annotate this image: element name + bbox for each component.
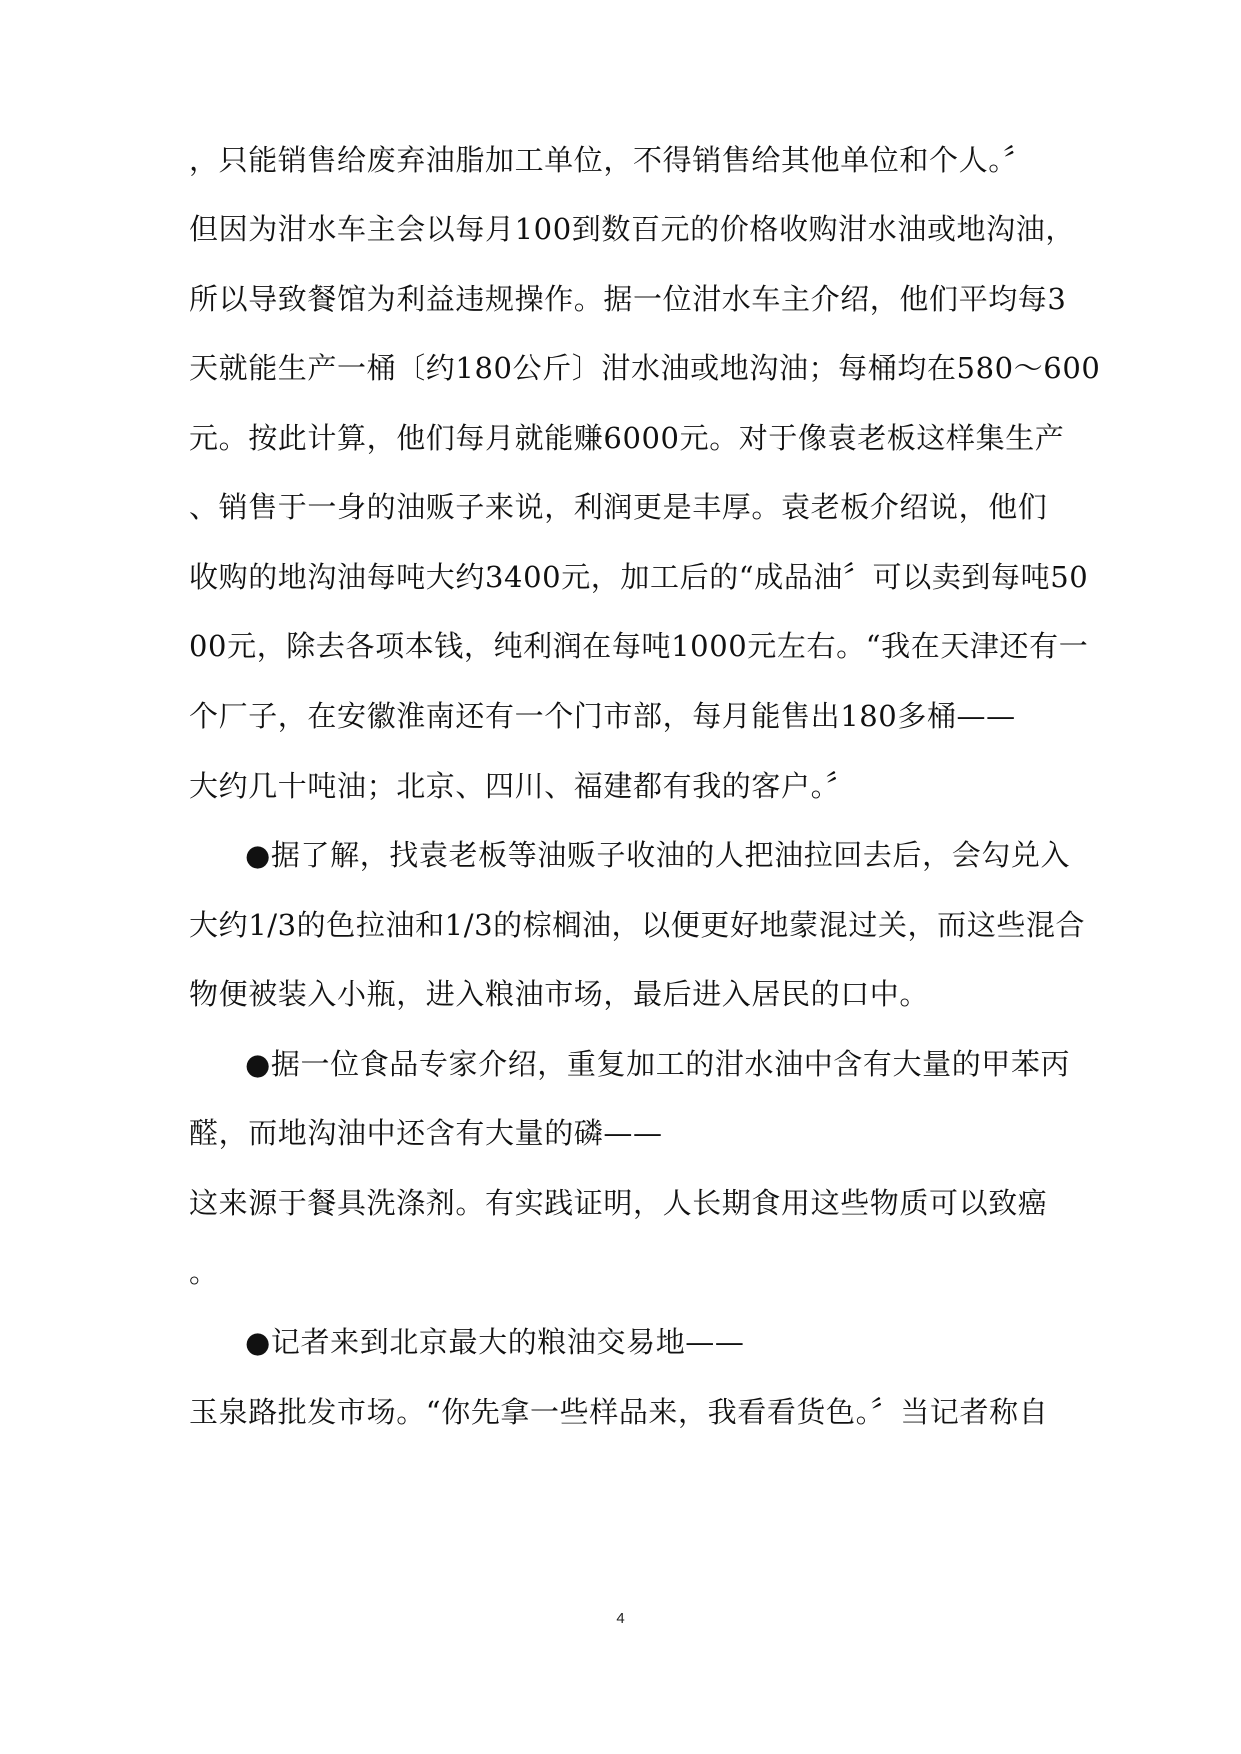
text-line: 大约几十吨油；北京、四川、福建都有我的客户。〞 [189, 769, 856, 803]
text-line: 这来源于餐具洗涤剂。有实践证明，人长期食用这些物质可以致癌 [189, 1186, 1048, 1220]
text-line: 。 [189, 1255, 219, 1289]
text-line: 天就能生产一桶〔约180公斤〕泔水油或地沟油；每桶均在580～600 [189, 351, 1101, 385]
text-line: 但因为泔水车主会以每月100到数百元的价格收购泔水油或地沟油， [189, 212, 1075, 246]
text-line: 收购的地沟油每吨大约3400元，加工后的“成品油〞可以卖到每吨50 [189, 560, 1089, 594]
text-line: 、销售于一身的油贩子来说，利润更是丰厚。袁老板介绍说，他们 [189, 490, 1048, 524]
bullet-paragraph-line: ●记者来到北京最大的粮油交易地—— [245, 1325, 745, 1359]
text-line: 元。按此计算，他们每月就能赚6000元。对于像袁老板这样集生产 [189, 421, 1065, 455]
text-line: ，只能销售给废弃油脂加工单位，不得销售给其他单位和个人。〞 [189, 143, 1033, 177]
bullet-paragraph-line: ●据一位食品专家介绍，重复加工的泔水油中含有大量的甲苯丙 [245, 1047, 1071, 1081]
page-number: 4 [616, 1610, 625, 1627]
text-line: 大约1/3的色拉油和1/3的棕榈油，以便更好地蒙混过关，而这些混合 [189, 908, 1086, 942]
text-line: 个厂子，在安徽淮南还有一个门市部，每月能售出180多桶—— [189, 699, 1016, 733]
text-line: 醛，而地沟油中还含有大量的磷—— [189, 1116, 663, 1150]
text-line: 玉泉路批发市场。“你先拿一些样品来，我看看货色。〞当记者称自 [189, 1395, 1049, 1429]
text-line: 所以导致餐馆为利益违规操作。据一位泔水车主介绍，他们平均每3 [189, 282, 1067, 316]
text-line: 物便被装入小瓶，进入粮油市场，最后进入居民的口中。 [189, 977, 930, 1011]
text-line: 00元，除去各项本钱，纯利润在每吨1000元左右。“我在天津还有一 [189, 629, 1089, 663]
bullet-paragraph-line: ●据了解，找袁老板等油贩子收油的人把油拉回去后，会勾兑入 [245, 838, 1071, 872]
